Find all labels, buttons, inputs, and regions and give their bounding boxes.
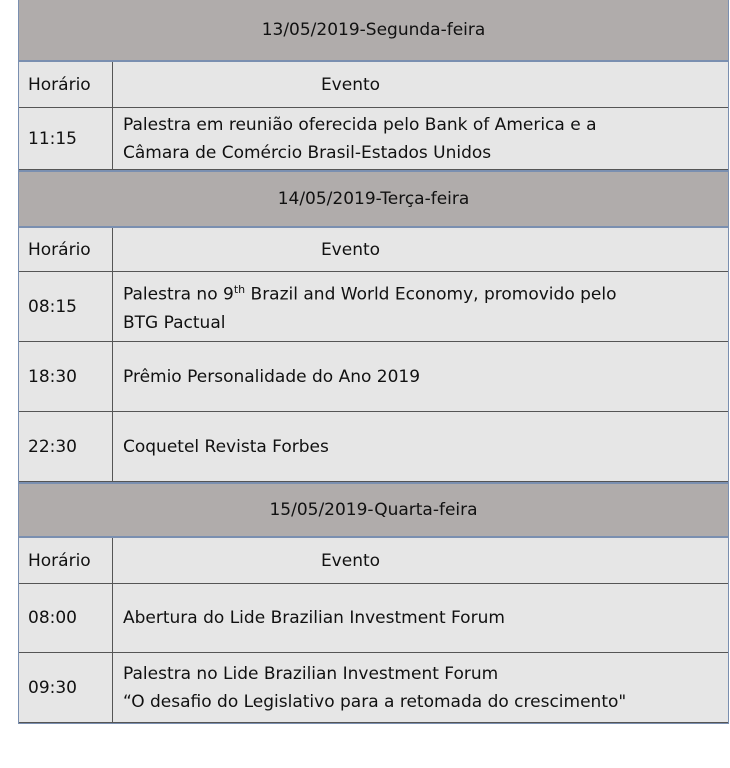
column-header-row <box>19 228 728 272</box>
table-row <box>19 584 728 653</box>
event-time: 08:15 <box>19 272 113 341</box>
agenda-table <box>18 0 729 724</box>
event-description: Palestra em reunião oferecida pelo Bank of America e a Câmara de Comércio Brasil-Estados Unidos <box>123 114 597 163</box>
table-row <box>19 412 728 482</box>
event-header: Evento <box>320 239 381 260</box>
event-time: 08:00 <box>19 584 113 652</box>
event-header: Evento <box>320 74 381 95</box>
event-time: 11:15 <box>19 108 113 169</box>
day-header <box>19 170 728 228</box>
day-title: 15/05/2019-Quarta-feira <box>269 500 478 520</box>
table-row <box>19 272 728 342</box>
event-description: Palestra no 9th Brazil and World Economy, promovido pelo BTG Pactual <box>123 283 617 333</box>
table-row <box>19 108 728 170</box>
time-header: Horário <box>19 62 113 107</box>
day-header <box>19 0 728 62</box>
day-header <box>19 482 728 538</box>
event-header: Evento <box>320 550 381 571</box>
event-description: Prêmio Personalidade do Ano 2019 <box>123 366 421 387</box>
day-title: 14/05/2019-Terça-feira <box>277 189 470 209</box>
event-description: Palestra no Lide Brazilian Investment Forum “O desafio do Legislativo para a retomada do crescimento" <box>123 663 627 712</box>
event-description: Abertura do Lide Brazilian Investment Forum <box>123 608 505 628</box>
table-row <box>19 653 728 723</box>
column-header-row <box>19 538 728 584</box>
event-description: Coquetel Revista Forbes <box>123 436 329 457</box>
day-title: 13/05/2019-Segunda-feira <box>261 20 486 40</box>
event-time: 22:30 <box>19 412 113 481</box>
time-header: Horário <box>19 538 113 583</box>
event-time: 18:30 <box>19 342 113 411</box>
time-header: Horário <box>19 228 113 271</box>
event-time: 09:30 <box>19 653 113 722</box>
table-row <box>19 342 728 412</box>
column-header-row <box>19 62 728 108</box>
